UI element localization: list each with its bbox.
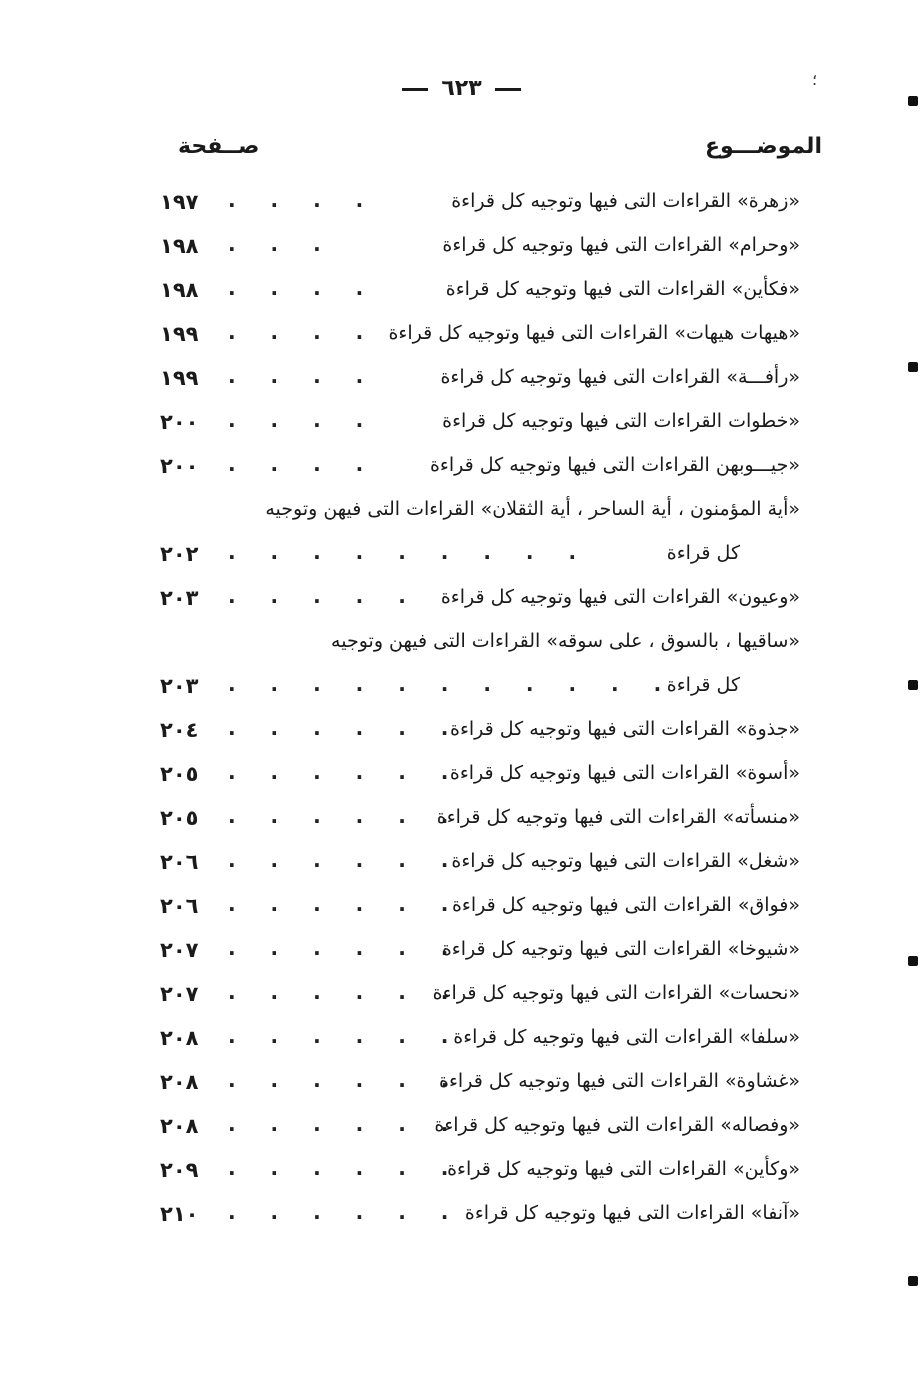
toc-entry-leader-dots: . . . . (228, 276, 378, 300)
toc-entry-title: «جذوة» القراءات التى فيها وتوجيه كل قراءة (450, 718, 800, 740)
toc-entry-title: «منسأته» القراءات التى فيها وتوجيه كل قراءة (436, 806, 800, 828)
toc-entry-page-number: ٢٠٩ (160, 1158, 199, 1182)
toc-entry-page-number: ٢٠٨ (160, 1026, 199, 1050)
toc-entry-title: «وعيون» القراءات التى فيها وتوجيه كل قراءة (440, 586, 800, 608)
page-column-label: صــفحة (178, 134, 260, 159)
toc-entry-title: «رأفـــة» القراءات التى فيها وتوجيه كل قراءة (440, 366, 800, 388)
toc-entry-title: «هيهات هيهات» القراءات التى فيها وتوجيه كل قراءة (388, 322, 800, 344)
toc-entry-title: «نحسات» القراءات التى فيها وتوجيه كل قراءة (432, 982, 800, 1004)
toc-entry-leader-dots: . . . . . . (228, 1024, 463, 1048)
toc-entry-leader-dots: . . . . . (228, 584, 420, 608)
toc-entry-title: «ساقيها ، بالسوق ، على سوقه» القراءات التى فيهن وتوجيه (331, 630, 800, 652)
toc-entry-page-number: ٢١٠ (160, 1202, 199, 1226)
toc-entry-leader-dots: . . . . . . (228, 892, 463, 916)
toc-entry-title: «جيـــوبهن القراءات التى فيها وتوجيه كل قراءة (429, 454, 800, 476)
toc-entry-title: «خطوات القراءات التى فيها وتوجيه كل قراءة (442, 410, 800, 432)
toc-entry (150, 666, 800, 710)
toc-entry-leader-dots: . . . . . . (228, 1112, 463, 1136)
topic-column-label: الموضـــوع (705, 134, 822, 159)
toc-entry-leader-dots: . . . . . . (228, 980, 463, 1004)
toc-entry-leader-dots: . . . . . . (228, 1156, 463, 1180)
toc-entry-page-number: ٢٠٦ (160, 850, 199, 874)
toc-entry (150, 490, 800, 534)
toc-entry-page-number: ٢٠٠ (160, 454, 199, 478)
page-column-header (178, 134, 259, 159)
toc-entry-title: «غشاوة» القراءات التى فيها وتوجيه كل قراءة (439, 1070, 800, 1092)
toc-entry-page-number: ٢٠٦ (160, 894, 199, 918)
page-number: ٦٢٣ (441, 76, 482, 101)
toc-entry-title: «وكأين» القراءات التى فيها وتوجيه كل قراءة (447, 1158, 800, 1180)
toc-entry-page-number: ٢٠٠ (160, 410, 199, 434)
toc-entry (150, 182, 800, 226)
toc-entry (150, 226, 800, 270)
toc-entry-title: «فواق» القراءات التى فيها وتوجيه كل قراءة (451, 894, 800, 916)
toc-entry-title: «وحرام» القراءات التى فيها وتوجيه كل قراءة (442, 234, 800, 256)
toc-entry (150, 314, 800, 358)
toc-entry (150, 754, 800, 798)
toc-entry-leader-dots: . . . . (228, 364, 378, 388)
toc-entry-leader-dots: . . . . (228, 452, 378, 476)
toc-entry (150, 974, 800, 1018)
toc-entry-leader-dots: . . . . . . . . . . . (228, 672, 676, 696)
toc-entry-leader-dots: . . . . . . (228, 804, 463, 828)
page-number-dash-left (402, 88, 428, 91)
toc-column-headers (150, 134, 830, 168)
toc-entry-page-number: ١٩٧ (160, 190, 199, 214)
toc-entry-title: «شغل» القراءات التى فيها وتوجيه كل قراءة (451, 850, 800, 872)
toc-entry-title: «آنفا» القراءات التى فيها وتوجيه كل قراءة (464, 1202, 800, 1224)
toc-entry-title: «أسوة» القراءات التى فيها وتوجيه كل قراءة (449, 762, 800, 784)
toc-entry (150, 842, 800, 886)
toc-entry-title: «سلفا» القراءات التى فيها وتوجيه كل قراءة (453, 1026, 800, 1048)
toc-entry-leader-dots: . . . . . . (228, 716, 463, 740)
toc-entry-title: «زهرة» القراءات التى فيها وتوجيه كل قراءة (451, 190, 800, 212)
topic-column-header (705, 134, 822, 159)
toc-entry-leader-dots: . . . . . . (228, 760, 463, 784)
margin-mark (908, 680, 918, 690)
toc-entry-leader-dots: . . . . . . . . . (228, 540, 591, 564)
toc-entry-page-number: ٢٠٨ (160, 1114, 199, 1138)
toc-entry-title: «وفصاله» القراءات التى فيها وتوجيه كل قراءة (434, 1114, 800, 1136)
toc-entry-title: كل قراءة (666, 674, 740, 696)
page-number-header (0, 76, 923, 101)
toc-entry-leader-dots: . . . . . . (228, 1200, 463, 1224)
margin-mark (908, 1276, 918, 1286)
toc-entry-title: «أية المؤمنون ، أية الساحر ، أية الثقلان» القراءات التى فيهن وتوجيه (265, 498, 800, 520)
toc-entry-leader-dots: . . . (228, 232, 335, 256)
toc-entry (150, 578, 800, 622)
toc-entry-page-number: ١٩٩ (160, 366, 199, 390)
toc-entry-leader-dots: . . . . (228, 320, 378, 344)
table-of-contents (150, 182, 800, 1238)
page-number-dash-right (495, 88, 521, 91)
toc-entry (150, 1062, 800, 1106)
toc-entry (150, 270, 800, 314)
corner-mark: ؛ (812, 70, 818, 89)
toc-entry-leader-dots: . . . . (228, 188, 378, 212)
toc-entry (150, 710, 800, 754)
toc-entry-page-number: ٢٠٥ (160, 806, 199, 830)
toc-entry-page-number: ٢٠٥ (160, 762, 199, 786)
toc-entry-page-number: ٢٠٧ (160, 982, 199, 1006)
toc-entry (150, 798, 800, 842)
toc-entry (150, 1106, 800, 1150)
toc-entry-title: كل قراءة (666, 542, 740, 564)
toc-entry (150, 1018, 800, 1062)
toc-entry-title: «شيوخا» القراءات التى فيها وتوجيه كل قراءة (441, 938, 800, 960)
margin-mark (908, 96, 918, 106)
toc-entry (150, 402, 800, 446)
toc-entry (150, 622, 800, 666)
toc-entry (150, 446, 800, 490)
toc-entry (150, 886, 800, 930)
toc-entry-leader-dots: . . . . . . (228, 936, 463, 960)
toc-entry-page-number: ١٩٨ (160, 278, 199, 302)
toc-entry-page-number: ٢٠٤ (160, 718, 199, 742)
toc-entry-leader-dots: . . . . (228, 408, 378, 432)
toc-entry-page-number: ٢٠٧ (160, 938, 199, 962)
toc-entry-leader-dots: . . . . . . (228, 848, 463, 872)
toc-entry-page-number: ٢٠٣ (160, 674, 199, 698)
toc-entry-page-number: ٢٠٣ (160, 586, 199, 610)
toc-entry (150, 1194, 800, 1238)
toc-entry-title: «فكأين» القراءات التى فيها وتوجيه كل قراءة (445, 278, 800, 300)
toc-entry-page-number: ١٩٩ (160, 322, 199, 346)
toc-entry (150, 1150, 800, 1194)
toc-entry-page-number: ١٩٨ (160, 234, 199, 258)
margin-mark (908, 362, 918, 372)
margin-mark (908, 956, 918, 966)
toc-entry (150, 534, 800, 578)
toc-entry (150, 358, 800, 402)
toc-entry (150, 930, 800, 974)
toc-entry-leader-dots: . . . . . . (228, 1068, 463, 1092)
toc-entry-page-number: ٢٠٨ (160, 1070, 199, 1094)
toc-entry-page-number: ٢٠٢ (160, 542, 199, 566)
